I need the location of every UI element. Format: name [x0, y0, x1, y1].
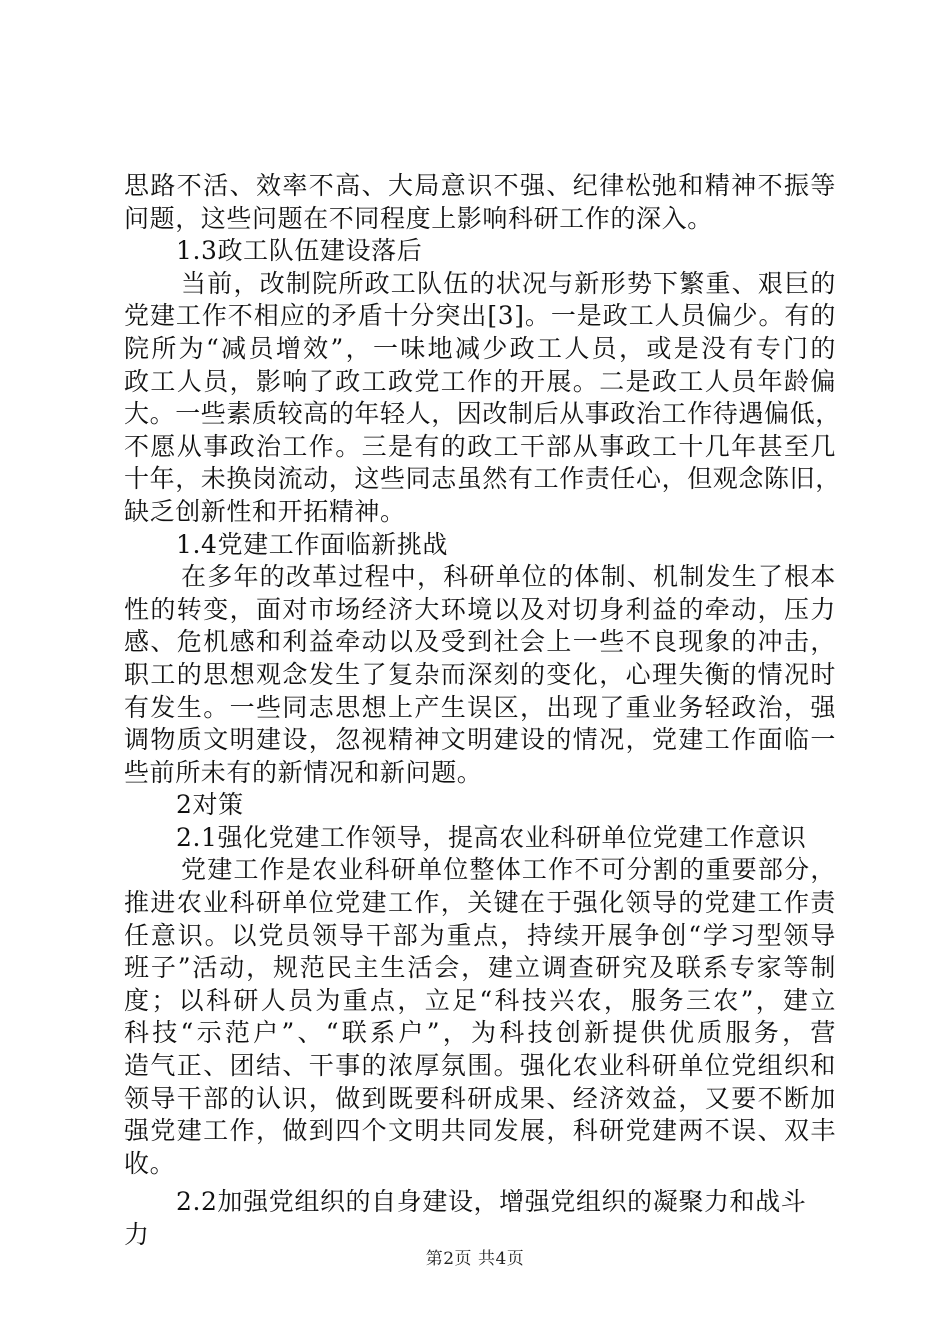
body-text-line: 大。一些素质较高的年轻人，因改制后从事政治工作待遇偏低， — [124, 399, 841, 429]
paragraph-first-line: 党建工作是农业科研单位整体工作不可分割的重要部分， — [181, 855, 836, 885]
body-text-line: 党建工作不相应的矛盾十分突出[3]。一是政工人员偏少。有的 — [124, 301, 836, 331]
body-text-line: 调物质文明建设，忽视精神文明建设的情况，党建工作面临一 — [124, 725, 836, 755]
section-heading: 1.4党建工作面临新挑战 — [176, 529, 448, 559]
section-heading: 2对策 — [176, 790, 244, 820]
body-text-line: 领导干部的认识，做到既要科研成果、经济效益，又要不断加 — [124, 1083, 836, 1113]
section-heading: 2.1强化党建工作领导，提高农业科研单位党建工作意识 — [176, 822, 807, 852]
body-text-line: 度；以科研人员为重点，立足“科技兴农，服务三农”，建立 — [124, 985, 836, 1015]
body-text-line: 造气正、团结、干事的浓厚氛围。强化农业科研单位党组织和 — [124, 1051, 836, 1081]
document-body — [124, 170, 841, 1252]
body-text-line: 十年，未换岗流动，这些同志虽然有工作责任心，但观念陈旧， — [124, 464, 841, 494]
paragraph-first-line: 在多年的改革过程中，科研单位的体制、机制发生了根本 — [181, 562, 836, 592]
body-text-line: 政工人员，影响了政工政党工作的开展。二是政工人员年龄偏 — [124, 366, 836, 396]
body-text-line: 性的转变，面对市场经济大环境以及对切身利益的牵动，压力 — [124, 594, 836, 624]
body-text-line: 思路不活、效率不高、大局意识不强、纪律松弛和精神不振等 — [124, 171, 836, 200]
body-text-line: 问题，这些问题在不同程度上影响科研工作的深入。 — [124, 203, 713, 233]
body-text-line: 院所为“减员增效”，一味地减少政工人员，或是没有专门的 — [124, 333, 836, 363]
page-footer: 第2页 共4页 — [425, 1249, 525, 1269]
body-text-line: 班子”活动，规范民主生活会，建立调查研究及联系专家等制 — [124, 953, 836, 983]
body-text-line: 力 — [124, 1220, 150, 1249]
body-text-line: 任意识。以党员领导干部为重点，持续开展争创“学习型领导 — [124, 920, 836, 950]
body-text-line: 科技“示范户”、“联系户”，为科技创新提供优质服务，营 — [124, 1018, 836, 1048]
body-text-line: 缺乏创新性和开拓精神。 — [124, 496, 406, 526]
body-text-line: 职工的思想观念发生了复杂而深刻的变化，心理失衡的情况时 — [124, 659, 836, 689]
body-text-line: 推进农业科研单位党建工作，关键在于强化领导的党建工作责 — [124, 888, 836, 918]
body-text-line: 有发生。一些同志思想上产生误区，出现了重业务轻政治，强 — [124, 692, 836, 722]
section-heading: 1.3政工队伍建设落后 — [176, 236, 423, 266]
section-heading: 2.2加强党组织的自身建设，增强党组织的凝聚力和战斗 — [176, 1187, 807, 1217]
body-text-line: 感、危机感和利益牵动以及受到社会上一些不良现象的冲击， — [124, 627, 836, 657]
body-text-line: 些前所未有的新情况和新问题。 — [124, 757, 483, 787]
body-text-line: 收。 — [124, 1148, 176, 1178]
body-text-line: 不愿从事政治工作。三是有的政工干部从事政工十几年甚至几 — [124, 431, 836, 461]
paragraph-first-line: 当前，改制院所政工队伍的状况与新形势下繁重、艰巨的 — [181, 268, 836, 298]
body-text-line: 强党建工作，做到四个文明共同发展，科研党建两不误、双丰 — [124, 1116, 836, 1146]
